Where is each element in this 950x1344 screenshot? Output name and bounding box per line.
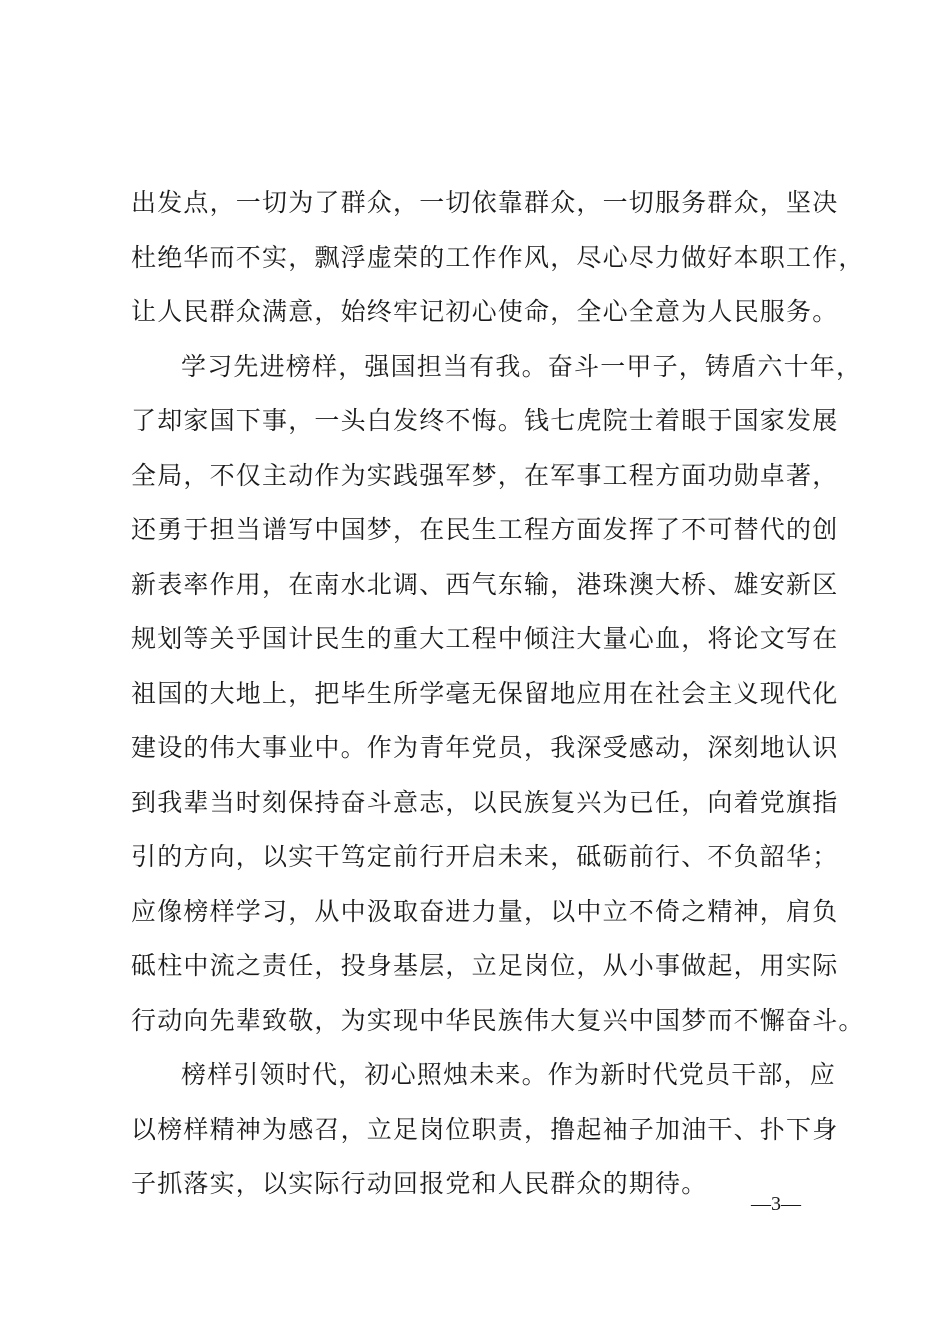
text-line: 杜绝华而不实，飘浮虚荣的工作作风，尽心尽力做好本职工作，	[131, 242, 865, 272]
text-line: 新表率作用，在南水北调、西气东输，港珠澳大桥、雄安新区	[131, 569, 839, 599]
text-line: 到我辈当时刻保持奋斗意志，以民族复兴为已任，向着党旗指	[131, 787, 839, 817]
text-line: 引的方向，以实干笃定前行开启未来，砥砺前行、不负韶华；	[131, 842, 839, 871]
text-line: 榜样引领时代，初心照烛未来。作为新时代党员干部，应	[181, 1060, 837, 1089]
text-line: 砥柱中流之责任，投身基层，立足岗位，从小事做起，用实际	[131, 951, 839, 980]
paragraph-2	[131, 340, 865, 1049]
text-line: 以榜样精神为感召，立足岗位职责，撸起袖子加油干、扑下身	[131, 1114, 839, 1144]
text-line: 让人民群众满意，始终牢记初心使命，全心全意为人民服务。	[131, 297, 839, 326]
page-number: —3—	[751, 1193, 801, 1215]
body-text	[131, 176, 865, 1212]
text-line: 学习先进榜样，强国担当有我。奋斗一甲子，铸盾六十年，	[181, 351, 863, 381]
text-line: 出发点，一切为了群众，一切依靠群众，一切服务群众，坚决	[131, 188, 839, 217]
paragraph-3	[131, 1048, 839, 1212]
text-line: 了却家国下事，一头白发终不悔。钱七虎院士着眼于国家发展	[131, 406, 839, 435]
text-line: 全局，不仅主动作为实践强军梦，在军事工程方面功勋卓著，	[131, 460, 839, 490]
text-line: 规划等关乎国计民生的重大工程中倾注大量心血，将论文写在	[131, 624, 839, 653]
text-line: 祖国的大地上，把毕生所学毫无保留地应用在社会主义现代化	[131, 678, 839, 708]
paragraph-1	[131, 176, 865, 340]
text-line: 建设的伟大事业中。作为青年党员，我深受感动，深刻地认识	[131, 733, 839, 762]
text-line: 应像榜样学习，从中汲取奋进力量，以中立不倚之精神，肩负	[131, 896, 839, 926]
text-line: 子抓落实，以实际行动回报党和人民群众的期待。	[131, 1169, 708, 1198]
text-line: 还勇于担当谱写中国梦，在民生工程方面发挥了不可替代的创	[131, 515, 839, 544]
text-line: 行动向先辈致敬，为实现中华民族伟大复兴中国梦而不懈奋斗。	[131, 1005, 865, 1035]
